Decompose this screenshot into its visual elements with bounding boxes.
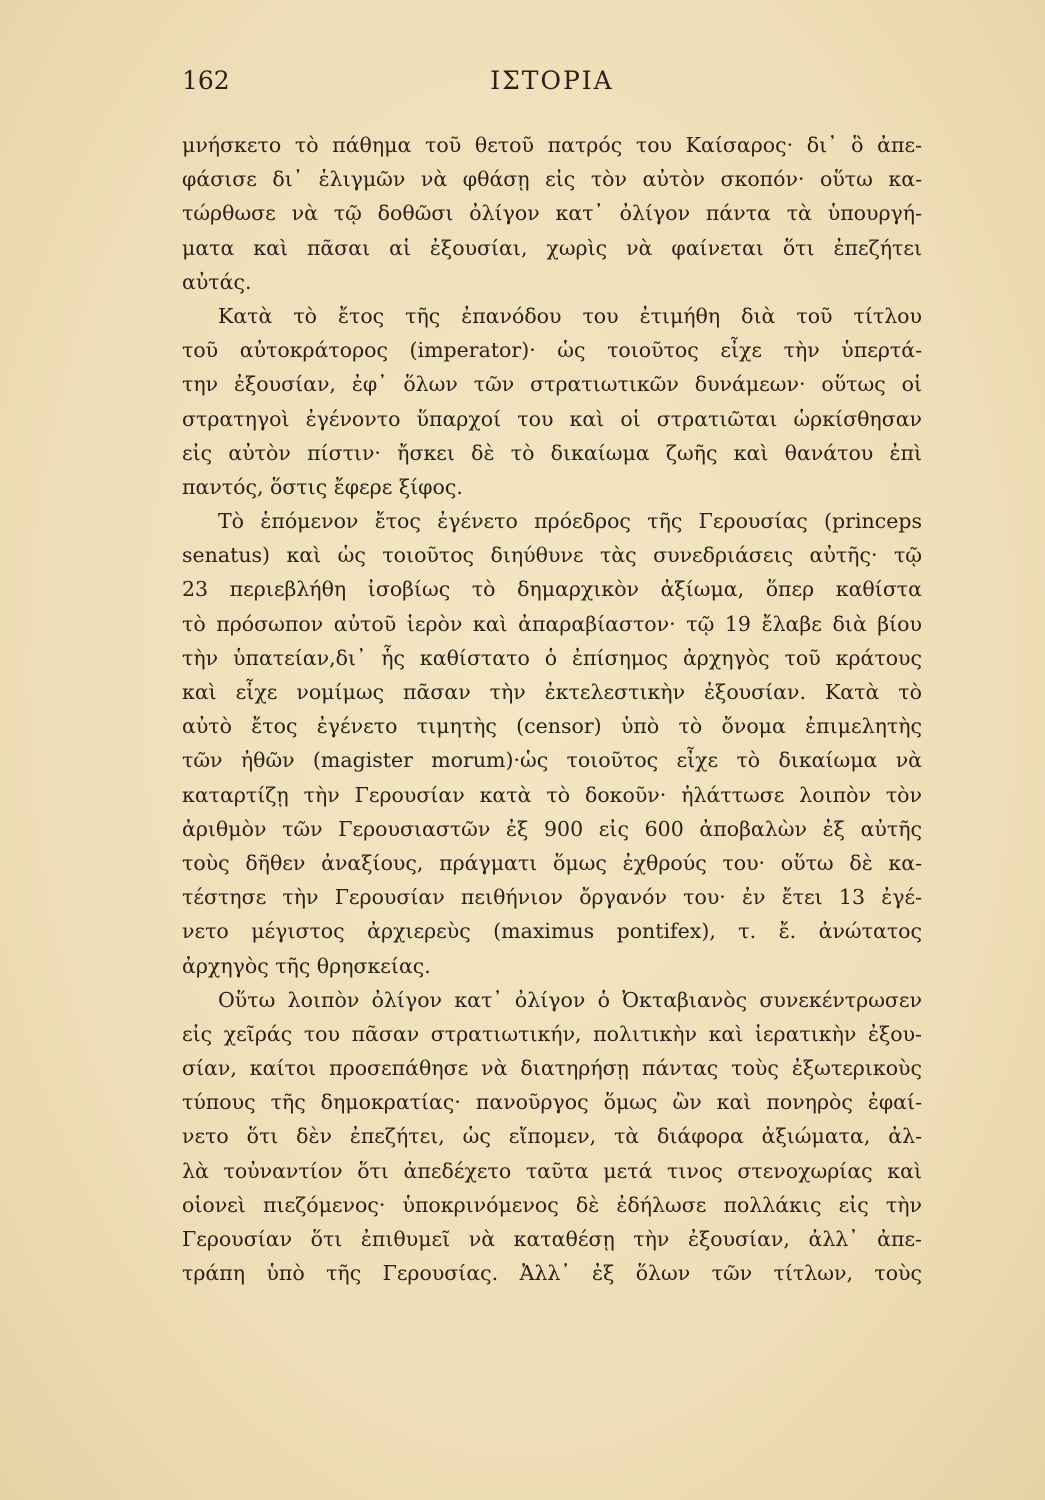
text-line: τοὺς δῆθεν ἀναξίους, πράγματι ὅμως ἐχθρούς του· οὕτω δὲ κα-: [182, 850, 922, 875]
text-line: οἱονεὶ πιεζόμενος· ὑποκρινόμενος δὲ ἐδήλωσε πολλάκις εἰς τὴν: [182, 1192, 922, 1217]
text-line: λὰ τοὐναντίον ὅτι ἀπεδέχετο ταῦτα μετά τινος στενοχωρίας καὶ: [182, 1158, 922, 1183]
text-line: Τὸ ἑπόμενον ἔτος ἐγένετο πρόεδρος τῆς Γερουσίας (princeps: [218, 509, 922, 534]
text-line: την ἐξουσίαν, ἐφ᾽ ὅλων τῶν στρατιωτικῶν δυνάμεων· οὕτως οἱ: [182, 372, 922, 397]
text-line: αὐτάς.: [182, 269, 252, 294]
text-line: εἰς χεῖράς του πᾶσαν στρατιωτικήν, πολιτικὴν καὶ ἱερατικὴν ἐξου-: [182, 1021, 922, 1046]
text-line: μνήσκετο τὸ πάθημα τοῦ θετοῦ πατρός του Καίσαρος· δι᾽ ὃ ἀπε-: [182, 133, 922, 157]
text-line: 23 περιεβλήθη ἰσοβίως τὸ δημαρχικὸν ἀξίωμα, ὅπερ καθίστα: [182, 577, 922, 602]
text-line: Κατὰ τὸ ἔτος τῆς ἐπανόδου του ἐτιμήθη διὰ τοῦ τίτλου: [218, 303, 922, 328]
text-line: τώρθωσε νὰ τῷ δοθῶσι ὀλίγον κατ᾽ ὀλίγον πάντα τὰ ὑπουργή-: [182, 201, 922, 226]
text-line: τράπη ὑπὸ τῆς Γερουσίας. Ἀλλ᾽ ἐξ ὅλων τῶν τίτλων, τοὺς: [182, 1261, 922, 1286]
page-header: [182, 66, 922, 106]
text-line: τὸ πρόσωπον αὐτοῦ ἱερὸν καὶ ἀπαραβίαστον· τῷ 19 ἔλαβε διὰ βίου: [182, 611, 922, 636]
text-line: τύπους τῆς δημοκρατίας· πανοῦργος ὅμως ὢν καὶ πονηρὸς ἐφαί-: [182, 1090, 922, 1115]
text-line: φάσισε δι᾽ ἑλιγμῶν νὰ φθάσῃ εἰς τὸν αὐτὸν σκοπόν· οὕτω κα-: [182, 167, 922, 192]
text-line: ματα καὶ πᾶσαι αἱ ἐξουσίαι, χωρὶς νὰ φαίνεται ὅτι ἐπεζήτει: [182, 235, 922, 260]
text-line: τοῦ αὐτοκράτορος (imperator)· ὡς τοιοῦτος εἶχε τὴν ὑπερτά-: [182, 338, 922, 363]
text-line: σίαν, καίτοι προσεπάθησε νὰ διατηρήσῃ πάντας τοὺς ἐξωτερικοὺς: [182, 1056, 922, 1081]
running-title: ΙΣΤΟΡΙΑ: [490, 66, 614, 95]
body-text: [182, 128, 922, 1290]
text-line: καὶ εἶχε νομίμως πᾶσαν τὴν ἐκτελεστικὴν ἐξουσίαν. Κατὰ τὸ: [182, 680, 922, 704]
text-line: τέστησε τὴν Γερουσίαν πειθήνιον ὄργανόν του· ἐν ἔτει 13 ἐγέ-: [182, 885, 922, 910]
text-line: τὴν ὑπατείαν,δι᾽ ἧς καθίστατο ὁ ἐπίσημος ἀρχηγὸς τοῦ κράτους: [182, 645, 922, 670]
text-line: νετο μέγιστος ἀρχιερεὺς (maximus pontifex), τ. ἔ. ἀνώτατος: [182, 919, 922, 944]
text-line: Οὕτω λοιπὸν ὀλίγον κατ᾽ ὀλίγον ὁ Ὀκταβιανὸς συνεκέντρωσεν: [218, 987, 922, 1012]
text-line: Γερουσίαν ὅτι ἐπιθυμεῖ νὰ καταθέσῃ τὴν ἐξουσίαν, ἀλλ᾽ ἀπε-: [182, 1227, 922, 1251]
text-line: στρατηγοὶ ἐγένοντο ὕπαρχοί του καὶ οἱ στρατιῶται ὡρκίσθησαν: [182, 406, 922, 431]
text-line: ἀρχηγὸς τῆς θρησκείας.: [182, 953, 431, 978]
page-number: 162: [182, 66, 230, 95]
text-line: ἀριθμὸν τῶν Γερουσιαστῶν ἐξ 900 εἰς 600 ἀποβαλὼν ἐξ αὐτῆς: [182, 816, 922, 841]
text-line: τῶν ἠθῶν (magister morum)·ὡς τοιοῦτος εἶχε τὸ δικαίωμα νὰ: [182, 748, 922, 773]
text-line: καταρτίζῃ τὴν Γερουσίαν κατὰ τὸ δοκοῦν· ἠλάττωσε λοιπὸν τὸν: [182, 782, 922, 807]
text-line: εἰς αὐτὸν πίστιν· ἤσκει δὲ τὸ δικαίωμα ζωῆς καὶ θανάτου ἐπὶ: [182, 440, 922, 465]
text-line: αὐτὸ ἔτος ἐγένετο τιμητὴς (censor) ὑπὸ τὸ ὄνομα ἐπιμελητὴς: [182, 714, 922, 739]
text-line: παντός, ὅστις ἔφερε ξίφος.: [182, 474, 463, 499]
text-line: senatus) καὶ ὡς τοιοῦτος διηύθυνε τὰς συνεδριάσεις αὐτῆς· τῷ: [182, 543, 922, 568]
text-line: νετο ὅτι δὲν ἐπεζήτει, ὡς εἴπομεν, τὰ διάφορα ἀξιώματα, ἀλ-: [182, 1124, 922, 1149]
